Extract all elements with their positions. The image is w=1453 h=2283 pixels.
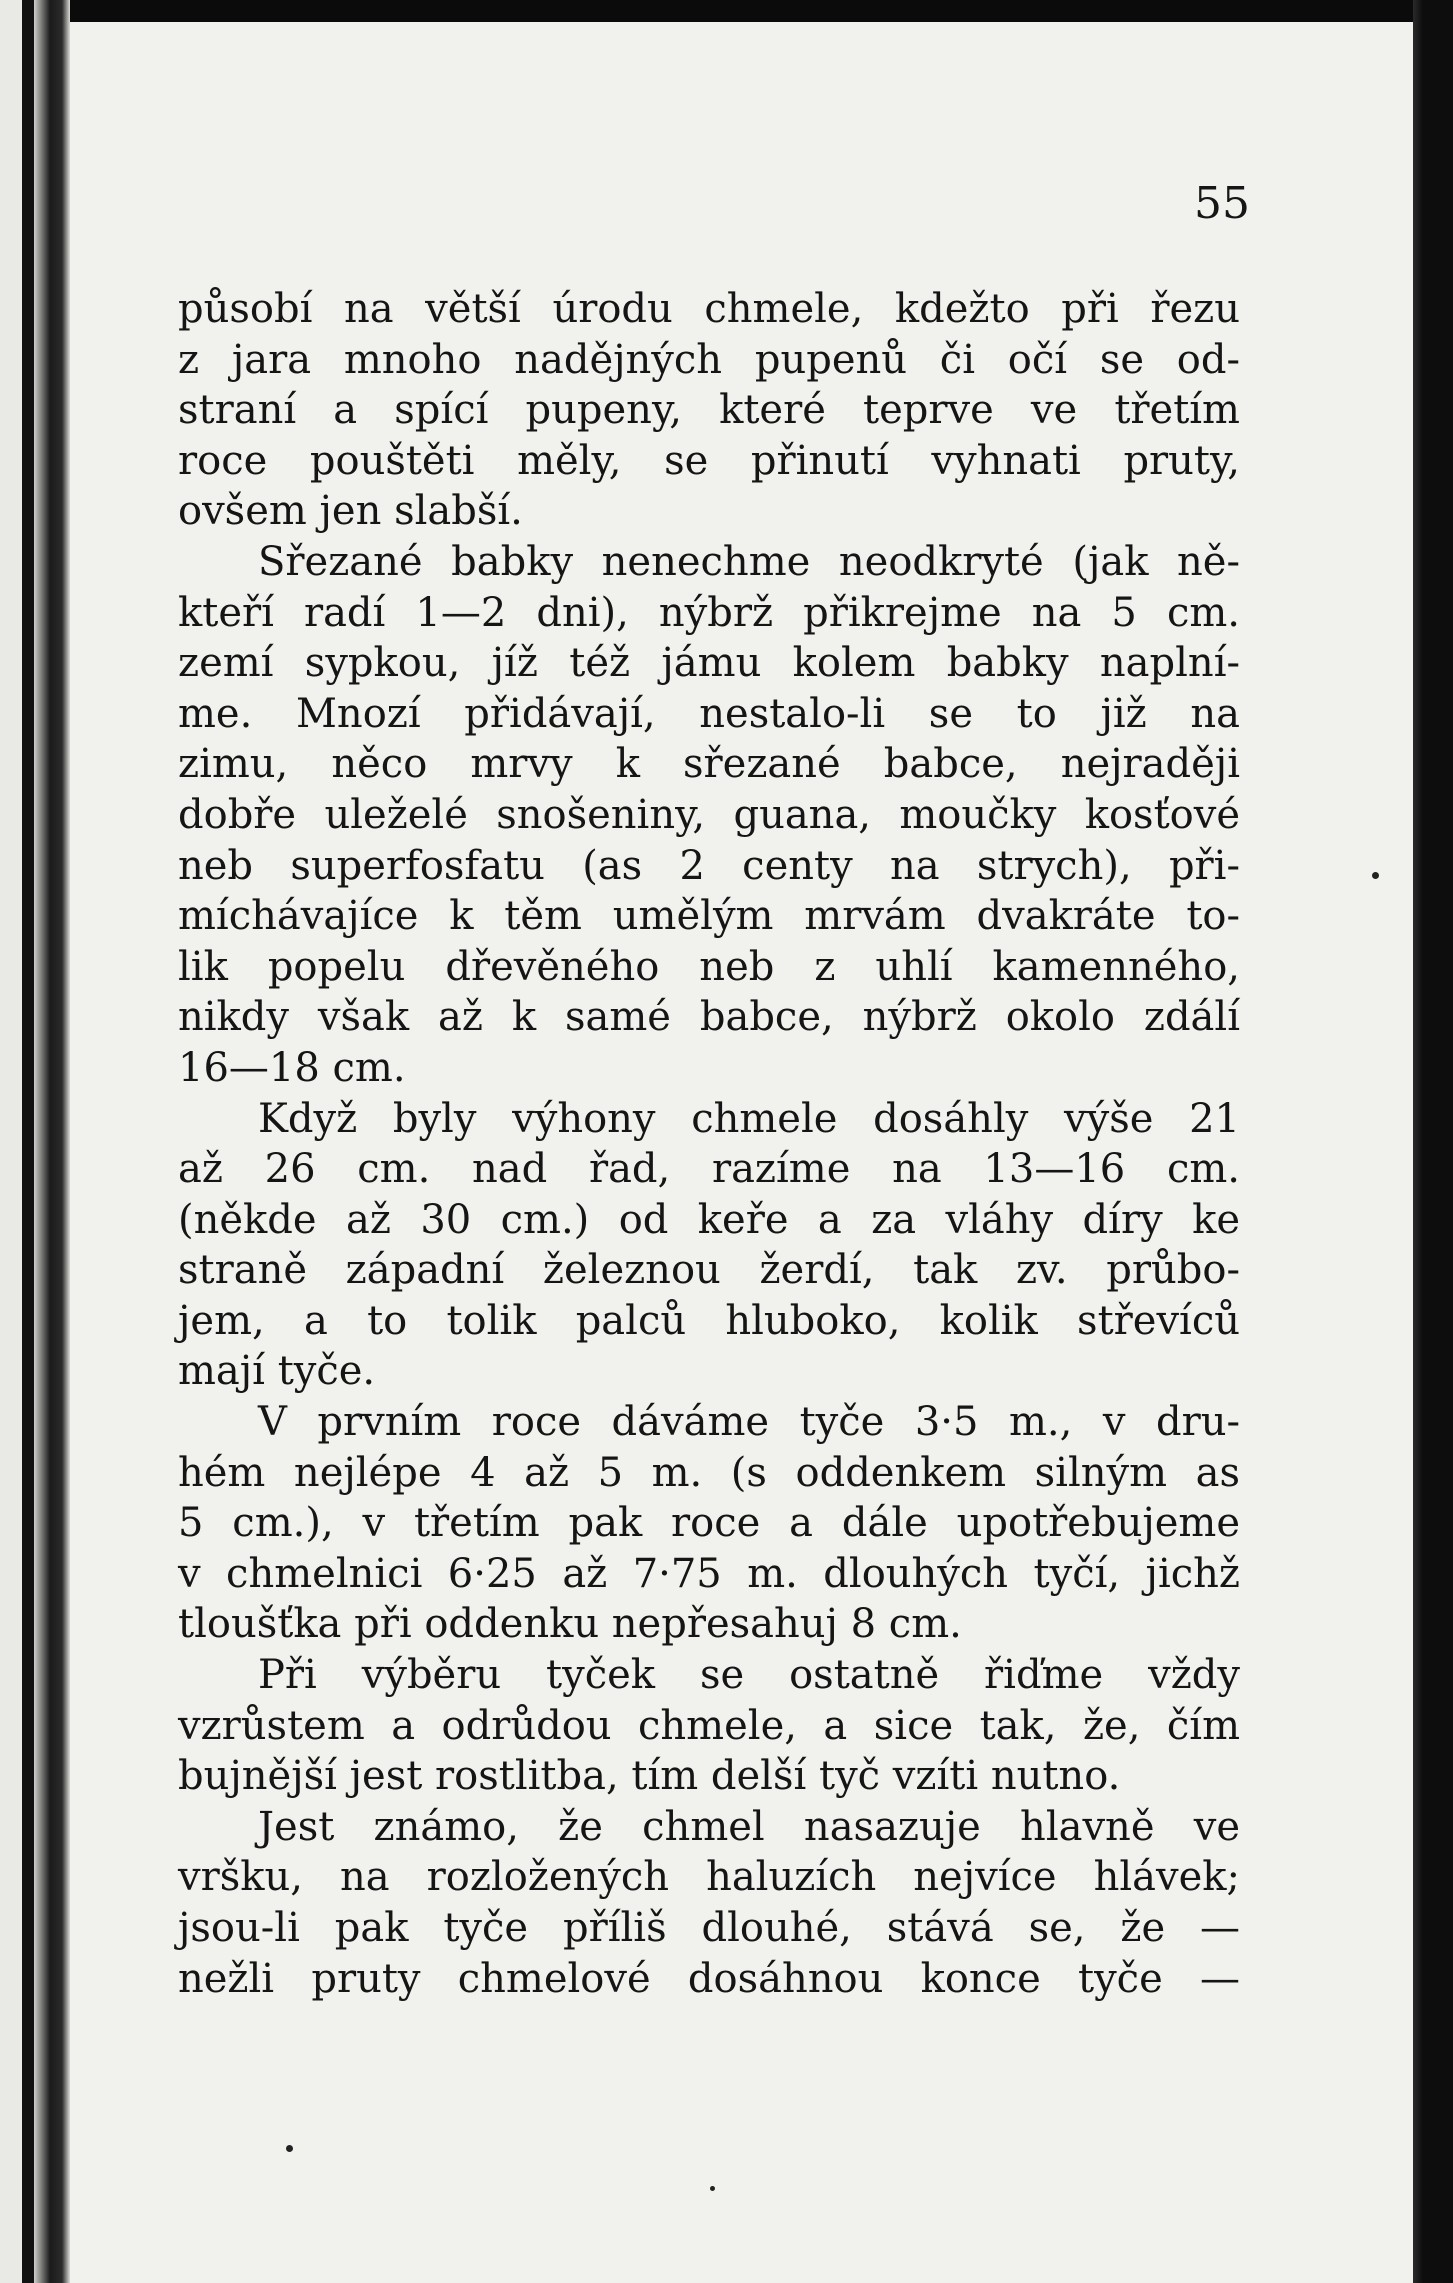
scan-speck xyxy=(710,2186,715,2191)
body-text xyxy=(178,284,1240,2004)
text-line: straní a spící pupeny, které teprve ve třetím xyxy=(178,387,1240,434)
text-line: ovšem jen slabší. xyxy=(178,488,523,535)
scan-top-border xyxy=(0,0,1453,22)
text-line: kteří radí 1—2 dni), nýbrž přikrejme na 5 cm. xyxy=(178,589,1240,636)
text-line: míchávajíce k těm umělým mrvám dvakráte to- xyxy=(178,893,1240,940)
scan-speck xyxy=(1372,872,1379,879)
paragraph-start-line: V prvním roce dáváme tyče 3·5 m., v dru- xyxy=(258,1399,1240,1446)
text-line: působí na větší úrodu chmele, kdežto při řezu xyxy=(178,286,1240,332)
text-line: 5 cm.), v třetím pak roce a dále upotřebujeme xyxy=(178,1500,1240,1547)
text-line: me. Mnozí přidávají, nestalo-li se to již na xyxy=(178,690,1240,737)
text-line: 16—18 cm. xyxy=(178,1044,406,1091)
text-line: bujnější jest rostlitba, tím delší tyč vzíti nutno. xyxy=(178,1753,1121,1800)
text-line: nežli pruty chmelové dosáhnou konce tyče — xyxy=(178,1955,1240,2002)
text-line: zemí sypkou, jíž též jámu kolem babky naplní- xyxy=(178,640,1240,687)
text-line: až 26 cm. nad řad, razíme na 13—16 cm. xyxy=(178,1146,1240,1193)
text-line: jem, a to tolik palců hluboko, kolik střevíců xyxy=(178,1297,1240,1344)
text-line: straně západní železnou žerdí, tak zv. průbo- xyxy=(178,1247,1240,1294)
text-line: roce pouštěti měly, se přinutí vyhnati pruty, xyxy=(178,437,1240,484)
text-line: hém nejlépe 4 až 5 m. (s oddenkem silným as xyxy=(178,1449,1240,1496)
text-line: vršku, na rozložených haluzích nejvíce hlávek; xyxy=(178,1854,1240,1901)
text-line: (někde až 30 cm.) od keře a za vláhy díry ke xyxy=(178,1196,1240,1243)
text-line: nikdy však až k samé babce, nýbrž okolo zdálí xyxy=(178,994,1240,1041)
text-line: neb superfosfatu (as 2 centy na strych), při- xyxy=(178,842,1240,889)
paragraph-start-line: Sřezané babky nenechme neodkryté (jak ně- xyxy=(258,538,1240,585)
scan-speck xyxy=(286,2145,293,2152)
text-line: mají tyče. xyxy=(178,1348,376,1395)
text-line: lik popelu dřevěného neb z uhlí kamenného, xyxy=(178,943,1240,990)
page-number: 55 xyxy=(1194,178,1250,229)
text-line: v chmelnici 6·25 až 7·75 m. dlouhých tyčí, jichž xyxy=(178,1550,1240,1597)
paragraph-start-line: Při výběru tyček se ostatně řiďme vždy xyxy=(258,1652,1240,1699)
paragraph-start-line: Jest známo, že chmel nasazuje hlavně ve xyxy=(258,1803,1240,1850)
scan-right-border xyxy=(1413,0,1453,2283)
text-line: dobře uleželé snošeniny, guana, moučky kosťové xyxy=(178,791,1240,838)
text-line: jsou-li pak tyče příliš dlouhé, stává se, že — xyxy=(178,1905,1240,1951)
text-line: z jara mnoho nadějných pupenů či očí se od- xyxy=(178,336,1240,383)
book-spine-shadow xyxy=(0,0,70,2283)
text-line: zimu, něco mrvy k sřezané babce, nejraději xyxy=(178,741,1240,788)
text-line: vzrůstem a odrůdou chmele, a sice tak, že, čím xyxy=(178,1702,1240,1749)
text-line: tloušťka při oddenku nepřesahuj 8 cm. xyxy=(178,1601,962,1648)
paragraph-start-line: Když byly výhony chmele dosáhly výše 21 xyxy=(258,1095,1240,1142)
